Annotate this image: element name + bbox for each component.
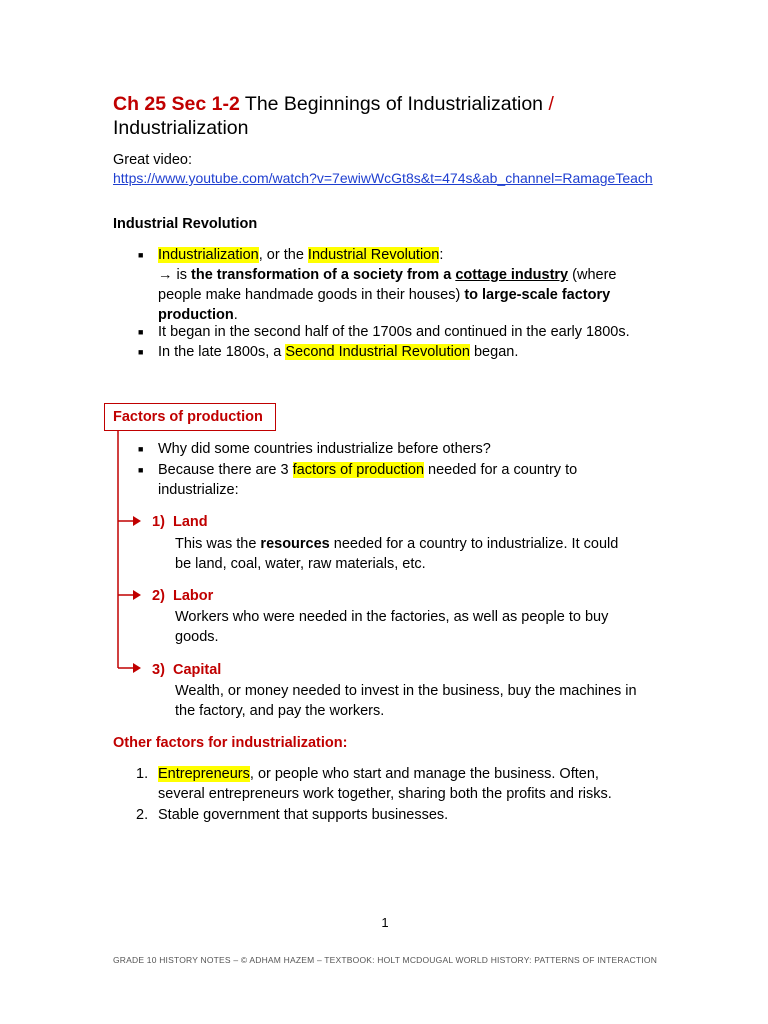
factor-capital-title: 3) Capital: [152, 662, 222, 678]
list-number: 2.: [136, 807, 149, 823]
other-factor-government: Stable government that supports businesses.: [158, 807, 449, 823]
bullet-second-revolution: In the late 1800s, a Second Industrial Revolution began.: [158, 344, 519, 360]
list-number: 1.: [136, 766, 149, 782]
factor-labor-text: Workers who were needed in the factories, as well as people to buy goods.: [175, 609, 609, 645]
bullet-industrialization: Industrialization, or the Industrial Revolution: → is the transformation of a society from a cottage industry (where people make handmade goods in their houses) to large-scale factory production.: [158, 247, 617, 323]
term-factors-of-production: factors of production: [292, 462, 425, 478]
term-industrialization: Industrialization: [158, 247, 259, 263]
term-second-industrial-revolution: Second Industrial Revolution: [285, 344, 470, 360]
title-slash: /: [548, 93, 554, 115]
term-cottage-industry: cottage industry: [455, 267, 569, 283]
other-factors-heading: Other factors for industrialization:: [113, 735, 348, 751]
video-link[interactable]: https://www.youtube.com/watch?v=7ewiwWcGt8s&t=474s&ab_channel=RamageTeach: [113, 170, 653, 186]
term-industrial-revolution: Industrial Revolution: [307, 247, 440, 263]
footer: GRADE 10 HISTORY NOTES – © ADHAM HAZEM – TEXTBOOK: HOLT MCDOUGAL WORLD HISTORY: PATTERNS OF INTERACTION: [113, 955, 658, 965]
factor-labor-title: 2) Labor: [152, 588, 214, 604]
arrow-head-icon: [133, 663, 141, 673]
arrow-head-icon: [133, 590, 141, 600]
factors-of-production-box: Factors of production: [104, 403, 276, 431]
bullet-icon: ■: [138, 327, 144, 337]
bullet-answer: Because there are 3 factors of production needed for a country to industrialize:: [158, 462, 578, 498]
title-main: The Beginnings of Industrialization: [244, 93, 544, 115]
arrow-icon: →: [158, 267, 173, 283]
other-factor-entrepreneurs: Entrepreneurs, or people who start and manage the business. Often, several entrepreneurs work together, sharing both the profits and risks.: [158, 766, 612, 802]
page-title: [113, 92, 713, 140]
video-label: Great video:: [113, 152, 192, 168]
bullet-icon: ■: [138, 444, 144, 454]
page-number: 1: [381, 915, 389, 930]
bullet-question: Why did some countries industrialize before others?: [158, 441, 491, 457]
arrow-head-icon: [133, 516, 141, 526]
bullet-icon: ■: [138, 250, 144, 260]
bullet-icon: ■: [138, 465, 144, 475]
chapter-label: Ch 25 Sec 1-2: [113, 93, 240, 115]
factor-land-text: This was the resources needed for a country to industrialize. It could be land, coal, water, raw materials, etc.: [175, 536, 619, 572]
bullet-icon: ■: [138, 347, 144, 357]
title-line2: Industrialization: [113, 117, 249, 139]
factor-land-title: 1) Land: [152, 514, 208, 530]
bullet-began: It began in the second half of the 1700s and continued in the early 1800s.: [158, 324, 630, 340]
factor-capital-text: Wealth, or money needed to invest in the business, buy the machines in the factory, and pay the workers.: [175, 683, 637, 719]
term-entrepreneurs: Entrepreneurs: [158, 766, 250, 782]
section-heading-industrial-revolution: Industrial Revolution: [113, 216, 258, 232]
